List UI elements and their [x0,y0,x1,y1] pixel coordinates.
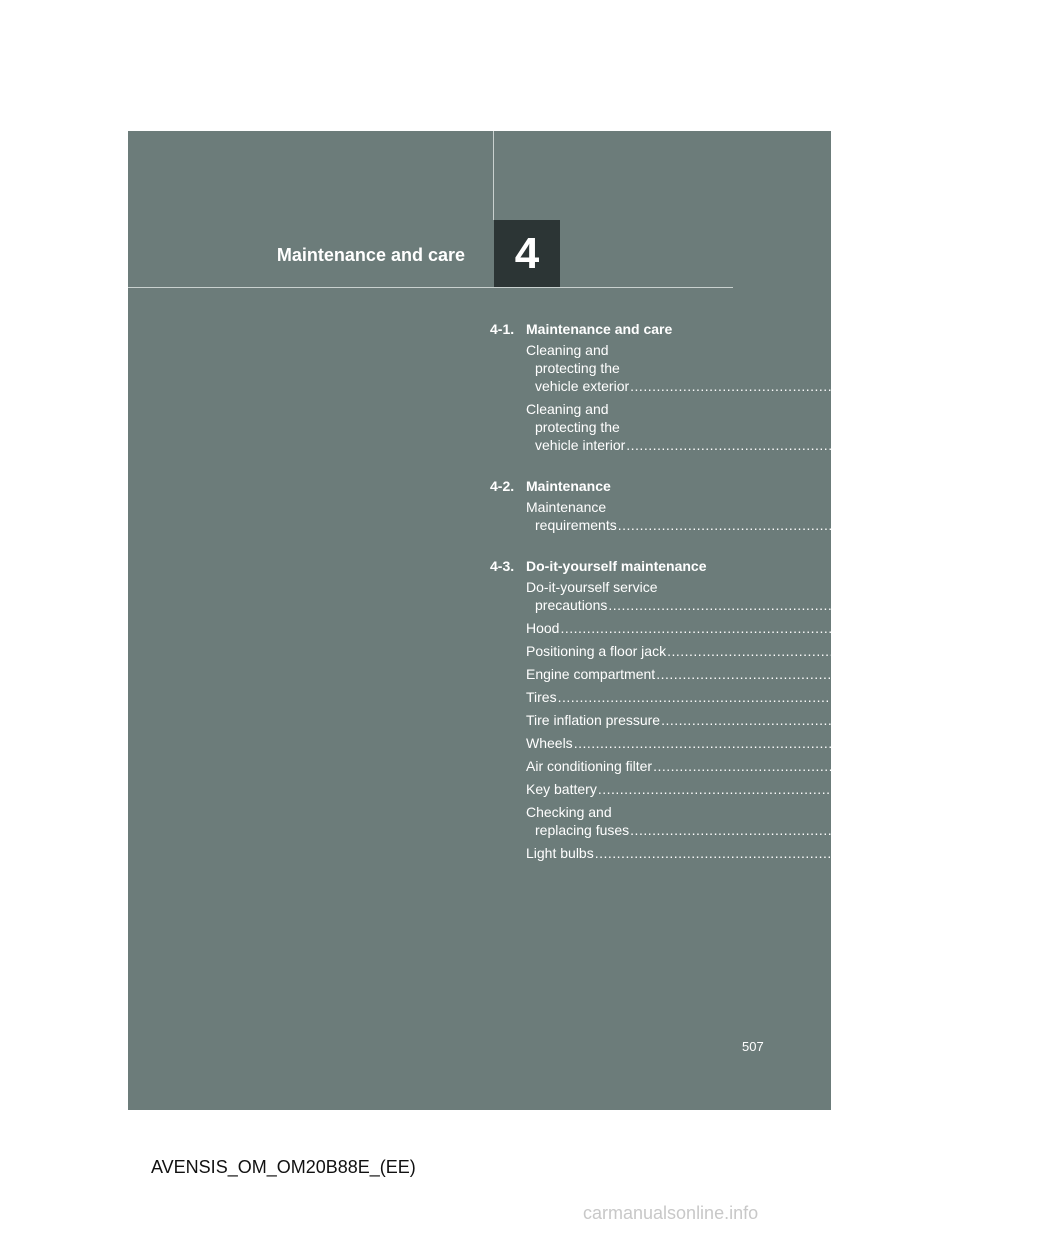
toc-entry[interactable] [526,341,1012,395]
toc-entry[interactable] [526,844,976,862]
toc-entry[interactable] [526,688,939,706]
toc-entry-text: Engine compartment [526,666,656,682]
toc-entry-page: 525 [1024,643,1048,659]
document-code: AVENSIS_OM_OM20B88E_(EE) [151,1157,416,1177]
toc-entry[interactable] [526,665,1038,683]
toc-entry[interactable] [526,400,1008,454]
leader-dots: ................................................................................ [597,781,949,797]
toc-entry[interactable] [526,619,942,637]
leader-dots: ................................................................................ [667,643,1019,659]
toc-entry-page: 576 [952,845,976,861]
toc-entry-page: 523 [918,620,942,636]
toc-entry-text: Light bulbs [526,845,594,861]
toc-entry-text: vehicle interior [535,437,626,453]
leader-dots: ................................................................................ [656,666,1008,682]
leader-dots: ................................................................................ [653,758,1005,774]
toc-entry-text: Hood [526,620,560,636]
toc-section [490,319,1012,454]
page-panel [128,131,1048,1110]
table-of-contents [490,319,1048,884]
toc-entry[interactable] [526,757,1035,775]
leader-dots: ................................................................................ [608,597,960,613]
section-title: Maintenance [526,478,611,494]
leader-dots: ................................................................................ [594,845,946,861]
leader-dots: ................................................................................ [661,712,1013,728]
toc-section [490,556,1048,862]
page-number: 507 [742,1039,764,1054]
header-divider-horizontal [128,287,733,288]
toc-entry[interactable] [526,734,955,752]
toc-entry-page: 560 [987,822,1012,838]
toc-entry-text: requirements [535,517,617,533]
leader-dots: ................................................................................ [626,437,978,453]
toc-entry-text: Wheels [526,735,573,751]
header-divider-vertical [493,131,494,220]
toc-entry-text: vehicle exterior [535,378,630,394]
toc-entry-text: Checking and [526,804,612,820]
section-number: 4-1. [490,321,515,337]
toc-entry-page: 545 [915,689,939,705]
toc-entry-page: 549 [1018,712,1043,728]
toc-entry-text: Do-it-yourself service [526,579,658,595]
toc-entry-text: Cleaning and [526,401,609,417]
toc-entry-page: 513 [984,437,1008,453]
toc-entry-text: Air conditioning filter [526,758,653,774]
watermark: carmanualsonline.info [583,1203,759,1223]
section-number: 4-2. [490,478,515,494]
section-title: Do-it-yourself maintenance [526,558,707,574]
toc-entry-page: 553 [1010,758,1035,774]
leader-dots: ................................................................................ [630,822,982,838]
toc-section-heading[interactable] [490,476,732,496]
chapter-number-badge: 4 [494,220,560,287]
toc-entry-text: Maintenance [526,499,607,515]
toc-entry-text: replacing fuses [535,822,630,838]
toc-entry-page: 551 [931,735,955,751]
toc-entry-text: protecting the [535,360,620,376]
toc-section [490,476,999,534]
chapter-title: Maintenance and care [276,245,465,265]
section-number: 4-3. [490,558,515,574]
toc-entry-page: 508 [987,378,1012,394]
leader-dots: ................................................................................ [617,517,969,533]
toc-entry-text: Tire inflation pressure [526,712,661,728]
toc-entry-text: Cleaning and [526,342,609,358]
leader-dots: ................................................................................ [557,689,909,705]
section-title: Maintenance and care [526,321,673,337]
toc-entry-text: protecting the [535,419,620,435]
leader-dots: ................................................................................ [560,620,912,636]
toc-section-heading[interactable] [490,319,732,339]
toc-entry-text: Tires [526,689,557,705]
toc-entry-text: Key battery [526,781,597,797]
toc-entry[interactable] [526,711,1043,729]
toc-entry[interactable] [526,642,1048,660]
toc-entry-page: 519 [966,597,990,613]
toc-entry[interactable] [526,498,999,534]
toc-entry[interactable] [526,780,979,798]
leader-dots: ................................................................................ [573,735,925,751]
toc-entry-text: precautions [535,597,608,613]
leader-dots: ................................................................................ [630,378,982,394]
toc-entry-page: 527 [1014,666,1038,682]
toc-entry-page: 516 [975,517,999,533]
toc-entry-text: Positioning a floor jack [526,643,667,659]
toc-section-heading[interactable] [490,556,732,576]
toc-entry[interactable] [526,578,990,614]
toc-entry-page: 556 [955,781,979,797]
toc-entry[interactable] [526,803,1012,839]
